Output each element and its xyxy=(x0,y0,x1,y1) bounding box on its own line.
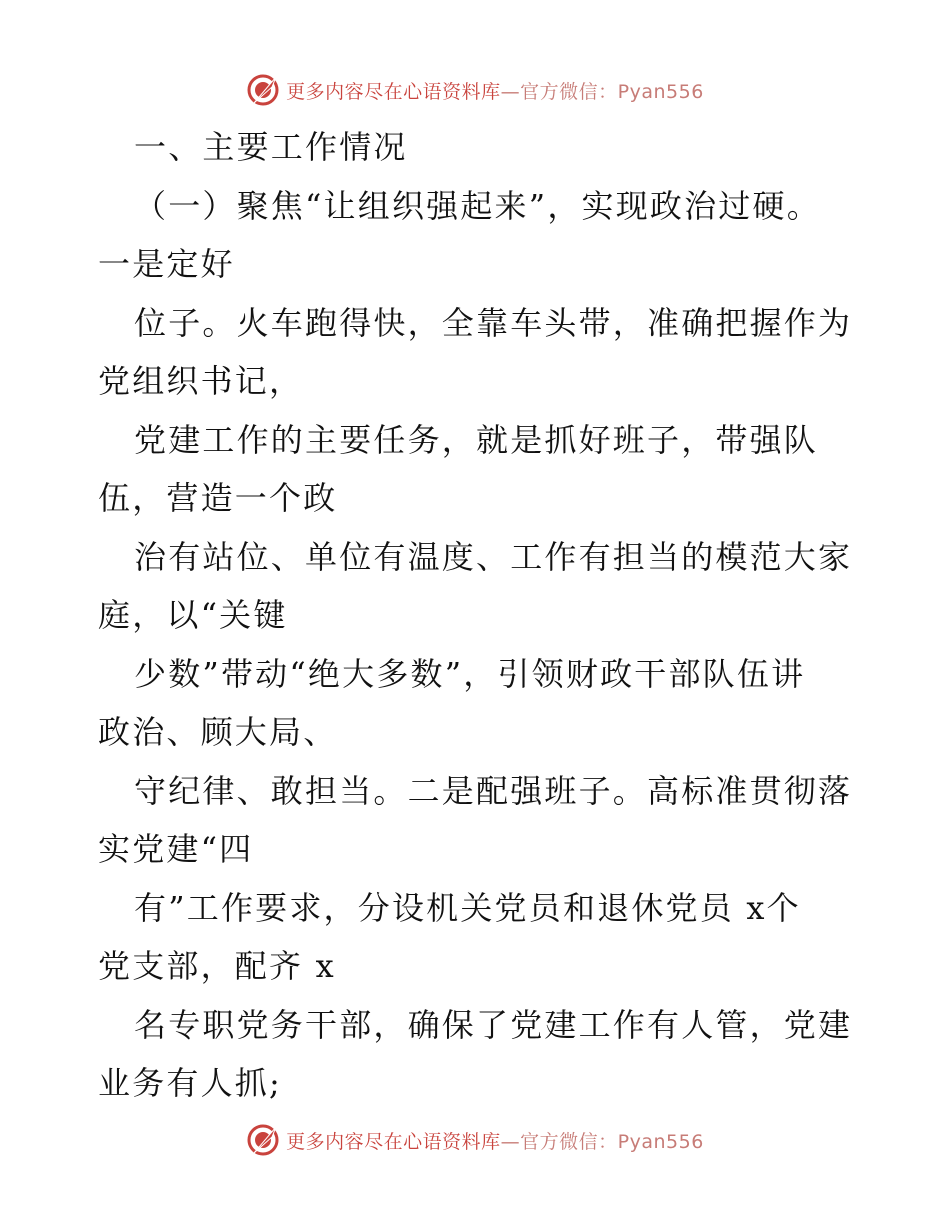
paragraph-line: 实党建“四 xyxy=(98,830,254,868)
watermark-text xyxy=(286,77,704,104)
quill-seal-logo-icon xyxy=(246,73,280,107)
document-body xyxy=(98,118,858,1113)
paragraph-line: 位子。火车跑得快，全靠车头带，准确把握作为 xyxy=(134,303,853,342)
watermark-wechat-text: —官方微信：Pyan556 xyxy=(500,1130,704,1153)
paragraph-line: 业务有人抓; xyxy=(98,1064,282,1102)
section-heading: 一、主要工作情况 xyxy=(134,128,408,166)
paragraph-line: 名专职党务干部，确保了党建工作有人管，党建 xyxy=(134,1005,853,1044)
paragraph-line: 党支部，配齐 x xyxy=(98,947,336,985)
paragraph-line: 少数”带动“绝大多数”，引领财政干部队伍讲 xyxy=(134,654,806,693)
paragraph-line: 伍，营造一个政 xyxy=(98,479,338,517)
paragraph-line: 党建工作的主要任务，就是抓好班子，带强队 xyxy=(134,420,819,459)
paragraph-line: 有”工作要求，分设机关党员和退休党员 x个 xyxy=(134,888,801,927)
paragraph-line: 一是定好 xyxy=(98,245,235,283)
watermark-text xyxy=(286,1127,704,1154)
watermark-wechat-text: —官方微信：Pyan556 xyxy=(500,80,704,103)
watermark-red-text: 更多内容尽在心语资料库 xyxy=(286,1130,501,1153)
paragraph-line: 守纪律、敢担当。二是配强班子。高标准贯彻落 xyxy=(134,771,853,810)
paragraph-line: 政治、顾大局、 xyxy=(98,713,338,751)
watermark-red-text: 更多内容尽在心语资料库 xyxy=(286,80,501,103)
footer-watermark xyxy=(0,1118,950,1162)
paragraph-line: 庭，以“关键 xyxy=(98,596,288,634)
header-watermark xyxy=(0,68,950,112)
paragraph-line: 治有站位、单位有温度、工作有担当的模范大家 xyxy=(134,537,853,576)
paragraph-line: 党组织书记， xyxy=(98,362,304,400)
quill-seal-logo-icon xyxy=(246,1123,280,1157)
paragraph-line: （一）聚焦“让组织强起来”，实现政治过硬。 xyxy=(134,186,821,225)
